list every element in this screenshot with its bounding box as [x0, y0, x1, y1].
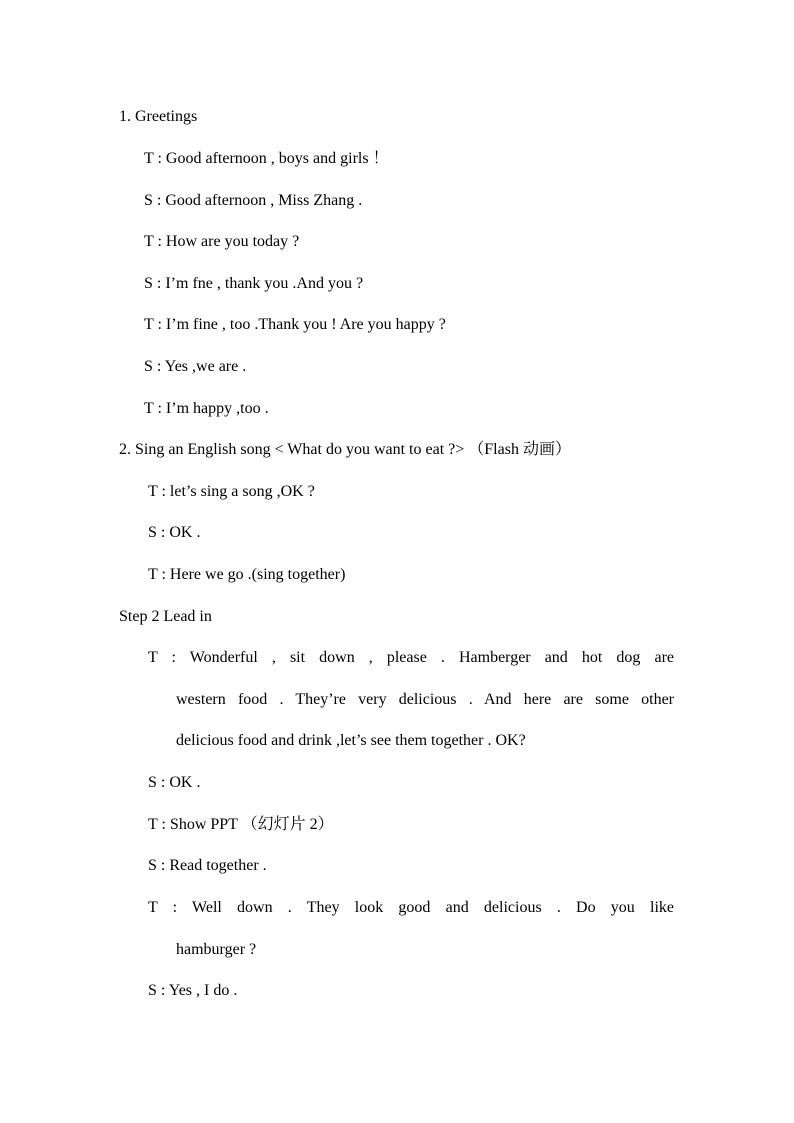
dialogue-line: S : Good afternoon , Miss Zhang . — [144, 192, 363, 209]
paragraph-line: T : Well down . They look good and delicious . Do you like — [148, 899, 674, 916]
step2-heading: Step 2 Lead in — [119, 608, 212, 625]
dialogue-line: S : Yes ,we are . — [144, 358, 247, 375]
dialogue-line: S : OK . — [148, 774, 201, 791]
song-heading: 2. Sing an English song < What do you want to eat ?> （Flash 动画） — [119, 441, 571, 458]
dialogue-paragraph — [148, 637, 674, 762]
paragraph-text — [148, 887, 674, 970]
dialogue-line: T : I’m happy ,too . — [144, 400, 269, 417]
dialogue-line: S : OK . — [148, 524, 201, 541]
dialogue-paragraph — [148, 887, 674, 970]
dialogue-line: S : Yes , I do . — [148, 982, 238, 999]
paragraph-line: western food . They’re very delicious . And here are some other — [176, 690, 674, 708]
dialogue-line: T : Good afternoon , boys and girls ！ — [144, 150, 389, 167]
dialogue-line: T : Show PPT （幻灯片 2） — [148, 816, 334, 833]
paragraph-line: T : Wonderful , sit down , please . Hamberger and hot dog are — [148, 649, 674, 666]
dialogue-line: T : let’s sing a song ,OK ? — [148, 483, 315, 500]
dialogue-line: T : How are you today ? — [144, 233, 300, 250]
paragraph-line: delicious food and drink ,let’s see them together . OK? — [176, 732, 526, 749]
dialogue-line: T : Here we go .(sing together) — [148, 566, 346, 583]
paragraph-line: hamburger ? — [176, 940, 257, 958]
paragraph-text — [148, 637, 674, 762]
dialogue-line: S : I’m fne , thank you .And you ? — [144, 275, 364, 292]
dialogue-line: T : I’m fine , too .Thank you ! Are you happy ? — [144, 316, 446, 333]
greetings-heading: 1. Greetings — [119, 108, 198, 125]
dialogue-line: S : Read together . — [148, 857, 267, 874]
